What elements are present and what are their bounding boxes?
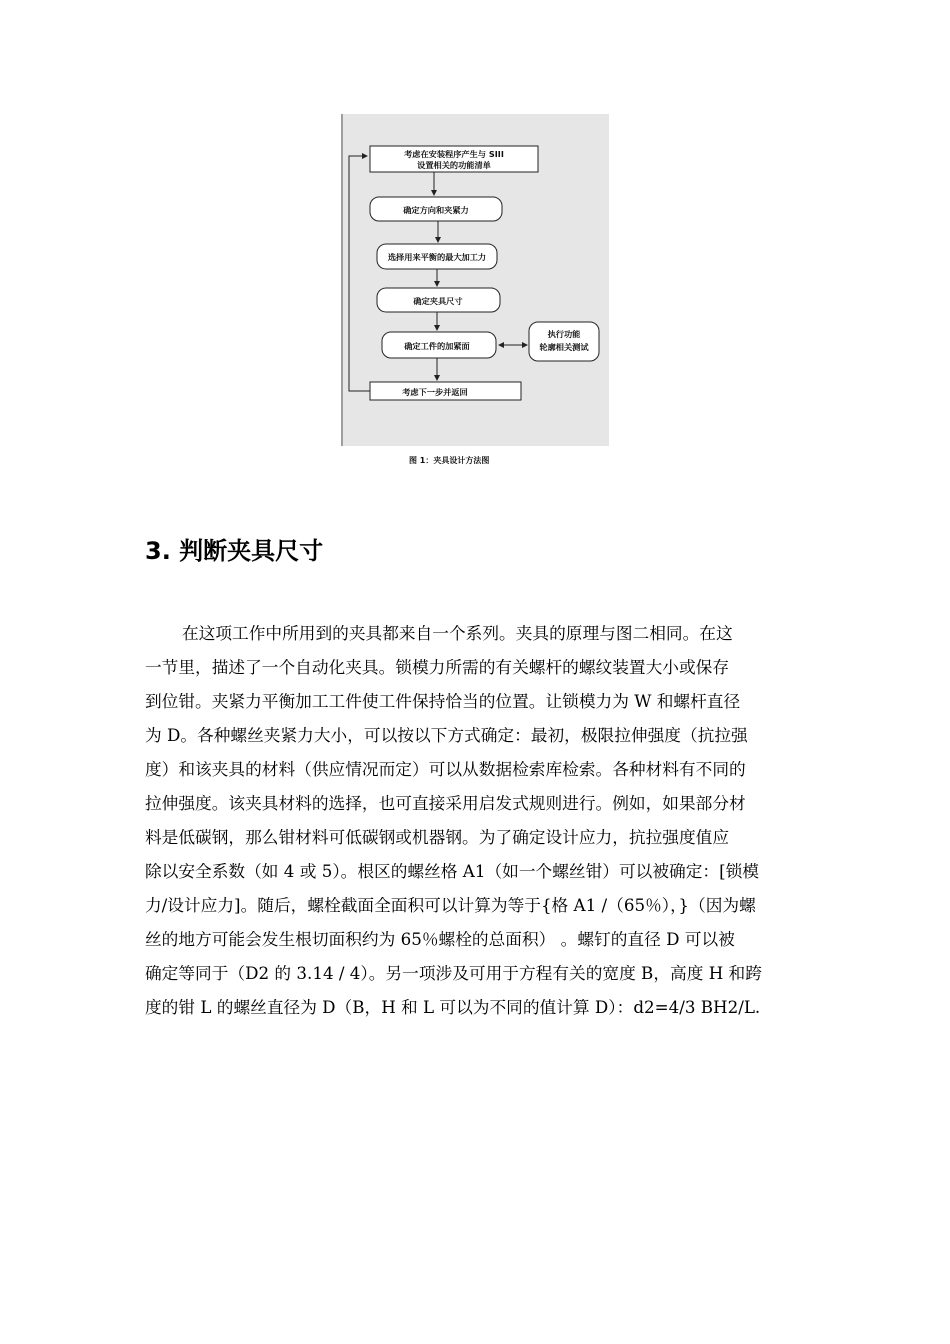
paragraph-line: 确定等同于（D2 的 3.14 / 4）。另一项涉及可用于方程有关的宽度 B，高度 H 和跨 xyxy=(145,963,762,983)
box-fixture-size-text: 确定夹具尺寸 xyxy=(413,296,463,306)
box-execute-test-line1: 执行功能 xyxy=(547,329,581,339)
paragraph-line: 力/设计应力]。随后，螺栓截面全面积可以计算为等于{格 A1 /（65％），}（因为螺 xyxy=(145,895,756,915)
box-execute-test-line2: 轮廓相关测试 xyxy=(539,342,589,352)
box-consider-install-line1: 考虑在安装程序产生与 SIII xyxy=(404,149,504,159)
paragraph-line: 丝的地方可能会发生根切面积约为 65％螺栓的总面积） 。螺钉的直径 D 可以被 xyxy=(145,929,735,949)
paragraph-line: 度）和该夹具的材料（供应情况而定）可以从数据检索库检索。各种材料有不同的 xyxy=(145,759,746,779)
box-clamp-surface-text: 确定工件的加紧面 xyxy=(404,341,470,351)
paragraph-line: 到位钳。夹紧力平衡加工工件使工件保持恰当的位置。让锁模力为 W 和螺杆直径 xyxy=(145,691,741,711)
figure-caption: 图 1：夹具设计方法图 xyxy=(409,456,490,465)
box-consider-install-line2: 设置相关的功能清单 xyxy=(417,160,491,170)
paragraph-line: 在这项工作中所用到的夹具都来自一个系列。夹具的原理与图二相同。在这 xyxy=(182,623,733,643)
box-next-step-text: 考虑下一步并返回 xyxy=(402,387,468,397)
paragraph-line: 除以安全系数（如 4 或 5）。根区的螺丝格 A1（如一个螺丝钳）可以被确定：[锁模 xyxy=(145,861,759,881)
paragraph-line: 料是低碳钢，那么钳材料可低碳钢或机器钢。为了确定设计应力，抗拉强度值应 xyxy=(145,827,730,847)
feedback-loop-arrow xyxy=(349,156,370,391)
paragraph-line: 度的钳 L 的螺丝直径为 D（B，H 和 L 可以为不同的值计算 D）：d2=4/3 BH2/L. xyxy=(145,997,761,1017)
flowchart-svg xyxy=(341,114,609,468)
box-direction-force-text: 确定方向和夹紧力 xyxy=(403,205,469,215)
paragraph-line: 一节里，描述了一个自动化夹具。锁模力所需的有关螺杆的螺纹装置大小或保存 xyxy=(145,657,730,677)
paragraph-line: 拉伸强度。该夹具材料的选择，也可直接采用启发式规则进行。例如，如果部分材 xyxy=(145,793,746,813)
body-paragraph xyxy=(145,616,809,1024)
flowchart-figure xyxy=(341,114,609,468)
box-max-force-text: 选择用来平衡的最大加工力 xyxy=(387,252,487,262)
section-heading: 3. 判断夹具尺寸 xyxy=(145,537,324,565)
paragraph-line: 为 D。各种螺丝夹紧力大小，可以按以下方式确定：最初，极限拉伸强度（抗拉强 xyxy=(145,725,748,745)
